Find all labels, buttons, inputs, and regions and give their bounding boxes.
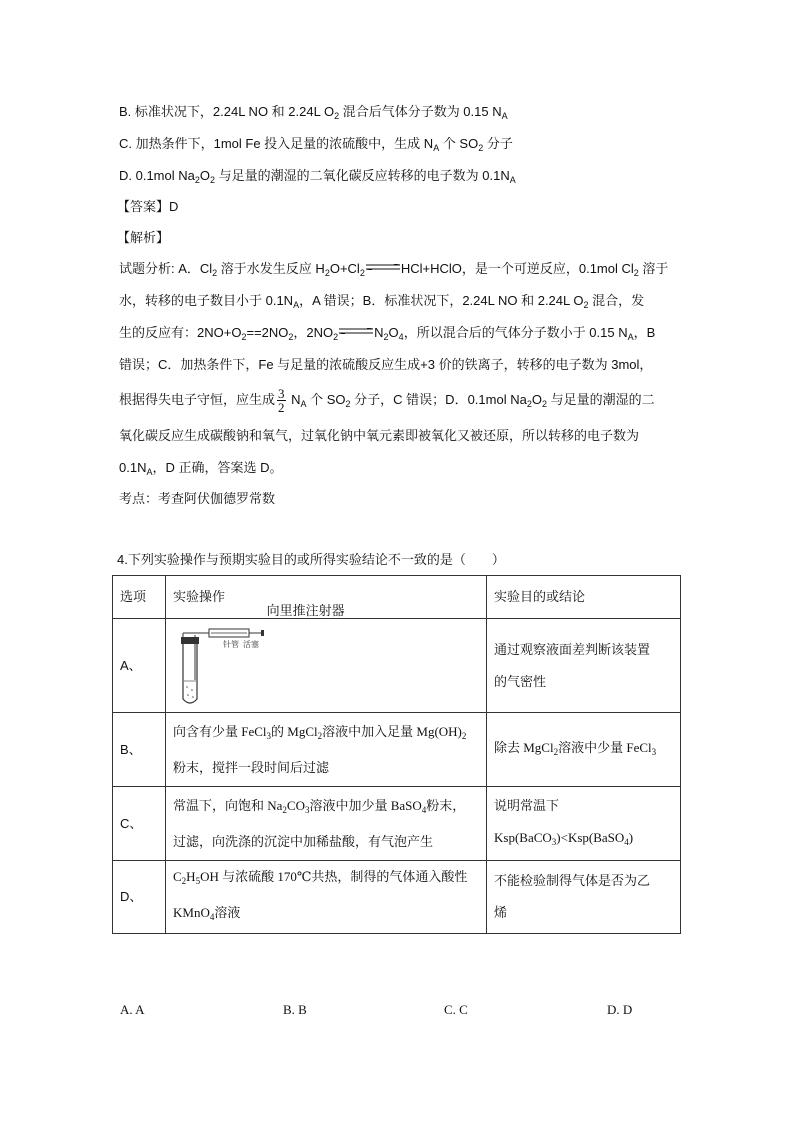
subscript: 2 (324, 268, 330, 278)
option-b-line (119, 103, 508, 125)
text: 水，转移的电子数目小于 0.1N (119, 293, 294, 308)
text: C. 加热条件下，1mol Fe 投入足量的浓硫酸中，生成 N (119, 136, 434, 151)
row-b-operation (166, 713, 487, 787)
row-a-operation-text: 向里推注射器 (266, 602, 345, 618)
subscript: 2 (478, 143, 484, 153)
text: HCl+HClO，是一个可逆反应，0.1mol Cl (400, 261, 634, 276)
apparatus-label-needle: 针管 (223, 639, 239, 649)
subscript: 2 (345, 399, 351, 409)
text: 试题分析: A．Cl (119, 261, 213, 276)
table-header-row (113, 576, 681, 619)
subscript: 2 (181, 876, 187, 886)
text: 与足量的潮湿的二 (546, 392, 655, 407)
text: 溶液 (214, 905, 241, 920)
fraction (277, 387, 286, 414)
option-d-line (119, 167, 516, 189)
text: 分子，C 错误；D．0.1mol Na (350, 392, 527, 407)
subscript: 3 (266, 730, 272, 741)
analysis-line-3 (119, 324, 655, 346)
text: N (287, 392, 301, 407)
text: 的 MgCl (271, 723, 318, 739)
text: ，所以混合后的气体分子数小于 0.15 N (403, 325, 628, 340)
subscript: 3 (651, 746, 657, 757)
row-d-result (487, 861, 681, 934)
subscript: 2 (633, 268, 639, 278)
table-row (113, 619, 681, 713)
text: O (199, 168, 211, 183)
text: 烯 (494, 905, 508, 920)
row-c-option: C、 (113, 787, 166, 861)
text: 的气密性 (494, 673, 547, 689)
text: 除去 MgCl (494, 739, 554, 755)
subscript: 2 (241, 332, 247, 342)
text: 与足量的潮湿的二氧化碳反应转移的电子数为 0.1N (215, 168, 510, 183)
analysis-line-5 (119, 387, 655, 417)
text-line (173, 861, 479, 897)
option-c-line (119, 135, 513, 157)
subscript: 2 (333, 332, 339, 342)
subscript: 3 (304, 804, 310, 815)
text: O+Cl (329, 261, 360, 276)
row-d-option: D、 (113, 861, 166, 934)
subscript: 2 (583, 300, 589, 310)
subscript: A (293, 300, 300, 310)
subscript: 2 (461, 730, 467, 741)
row-c-result (487, 787, 681, 861)
subscript: 2 (212, 268, 218, 278)
analysis-line-1 (119, 260, 668, 282)
text: C (173, 869, 182, 884)
text: 通过观察液面差判断该装置 (494, 641, 651, 657)
text: B. 标准状况下，2.24L NO 和 2.24L O (119, 104, 335, 119)
text: ，2NO (293, 325, 334, 340)
subscript: 2 (359, 268, 365, 278)
text: 混合，发 (588, 293, 645, 308)
apparatus-drawing (173, 625, 293, 707)
text: 过滤，向洗涤的沉淀中加稀盐酸，有气泡产生 (173, 833, 434, 849)
table-row (113, 787, 681, 861)
kaodian-line: 考点：考查阿伏伽德罗常数 (119, 491, 276, 506)
subscript: 4 (421, 804, 427, 815)
table-row (113, 713, 681, 787)
text: Ksp(BaCO (494, 829, 552, 845)
subscript: 2 (334, 111, 340, 121)
subscript: 2 (553, 746, 559, 757)
subscript: 2 (541, 399, 547, 409)
subscript: 2 (282, 804, 287, 815)
analysis-line-7 (119, 459, 283, 481)
text: 分子 (483, 136, 513, 151)
reversible-arrow-icon (366, 264, 400, 270)
text: 个 SO (439, 136, 479, 151)
subscript: 4 (398, 332, 404, 342)
text: D. 0.1mol Na (119, 168, 195, 183)
answer-line (117, 198, 178, 216)
analysis-line-4: 错误；C．加热条件下，Fe 与足量的浓硫酸反应生成+3 价的铁离子，转移的电子数为 3mol， (119, 357, 653, 372)
choice-c[interactable]: C. C (444, 1002, 468, 1017)
text: 溶液中加少量 BaSO (309, 797, 422, 813)
subscript: 2 (317, 730, 323, 741)
text-line (494, 822, 673, 858)
answer-tag: 【答案】 (117, 199, 170, 214)
row-a-result (487, 619, 681, 713)
subscript: 4 (209, 912, 215, 922)
text: 说明常温下 (494, 797, 560, 813)
text: 粉末， (426, 797, 466, 813)
text: O (531, 392, 542, 407)
text: ，D 正确，答案选 D。 (152, 460, 283, 475)
subscript: 2 (383, 332, 389, 342)
text: 粉末，搅拌一段时间后过滤 (173, 759, 330, 775)
text: OH 与浓硫酸 170℃共热，制得的气体通入酸性 (200, 869, 468, 884)
subscript: 2 (526, 399, 532, 409)
header-operation: 实验操作 (166, 576, 487, 619)
text: ，B (633, 325, 656, 340)
text: 不能检验制得气体是否为乙 (494, 873, 651, 888)
row-b-option: B、 (113, 713, 166, 787)
fraction-numerator: 3 (278, 386, 285, 402)
text: H (186, 869, 196, 884)
text: 混合后气体分子数为 0.15 N (339, 104, 502, 119)
question-4-title: 4.下列实验操作与预期实验目的或所得实验结论不一致的是（ ） (117, 552, 505, 567)
text: O (388, 325, 399, 340)
row-a-option: A、 (113, 619, 166, 713)
subscript: A (146, 467, 153, 477)
analysis-line-2 (119, 292, 644, 314)
subscript: 5 (195, 876, 201, 886)
subscript: A (300, 399, 307, 409)
subscript: 4 (624, 836, 629, 847)
fraction-denominator: 2 (278, 400, 285, 416)
text: 溶于水发生反应 H (217, 261, 325, 276)
subscript: A (627, 332, 634, 342)
text: 0.1N (119, 460, 147, 475)
text-line (173, 897, 479, 933)
text: 生的反应有：2NO+O (119, 325, 242, 340)
answer-value: D (169, 199, 179, 214)
row-c-operation (166, 787, 487, 861)
text: N (374, 325, 384, 340)
test-tube-syringe-apparatus (173, 625, 293, 707)
text: )<Ksp(BaSO (556, 829, 625, 845)
text: 个 SO (306, 392, 346, 407)
text: ，A 错误；B．标准状况下，2.24L NO 和 2.24L O (299, 293, 584, 308)
subscript: 3 (551, 836, 557, 847)
subscript: 2 (288, 332, 294, 342)
choice-a[interactable]: A. A (120, 1002, 145, 1017)
subscript: 2 (194, 175, 200, 185)
row-d-operation (166, 861, 487, 934)
analysis-tag: 【解析】 (117, 230, 170, 245)
text: 向含有少量 FeCl (173, 723, 267, 739)
text: 溶液中加入足量 Mg(OH) (322, 723, 462, 739)
apparatus-label-piston: 活塞 (243, 639, 259, 649)
text: 根据得失电子守恒，应生成 (119, 392, 276, 407)
text-line (173, 790, 479, 826)
header-option: 选项 (113, 576, 166, 619)
choice-b[interactable]: B. B (283, 1002, 307, 1017)
reversible-arrow-icon (339, 328, 373, 334)
subscript: A (509, 175, 516, 185)
text: 溶于 (638, 261, 669, 276)
row-b-result (487, 713, 681, 787)
question-table (112, 575, 681, 934)
subscript: 2 (210, 175, 216, 185)
text: 溶液中少量 FeCl (558, 739, 652, 755)
table-row (113, 861, 681, 934)
text: ==2NO (246, 325, 289, 340)
choice-d[interactable]: D. D (607, 1002, 633, 1017)
subscript: A (433, 143, 440, 153)
row-a-operation (166, 602, 487, 713)
text-line (173, 716, 479, 752)
subscript: A (501, 111, 508, 121)
header-result: 实验目的或结论 (487, 576, 681, 619)
text: 常温下，向饱和 Na (173, 797, 283, 813)
text: CO (286, 797, 305, 813)
text: ) (628, 829, 634, 845)
text: KMnO (173, 905, 210, 920)
analysis-line-6: 氧化碳反应生成碳酸钠和氧气，过氧化钠中氧元素即被氧化又被还原，所以转移的电子数为 (119, 428, 640, 443)
